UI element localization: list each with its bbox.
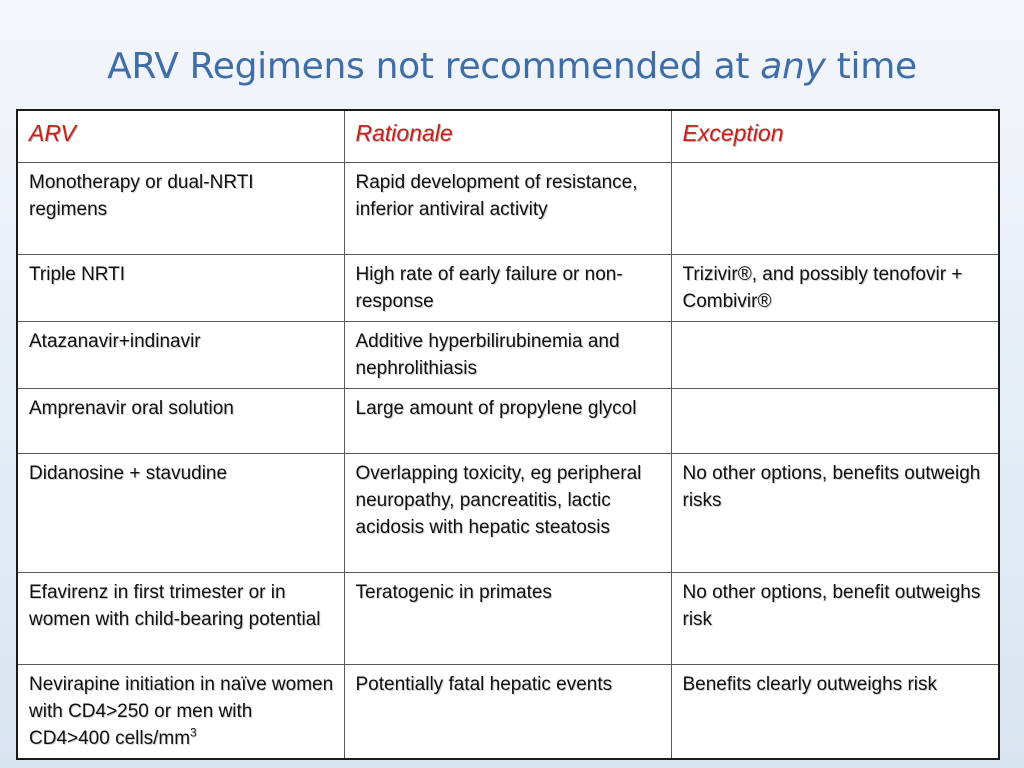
slide-title-suffix: time bbox=[825, 46, 917, 87]
header-exception: Exception bbox=[671, 110, 999, 162]
header-arv: ARV bbox=[17, 110, 344, 162]
arv-regimens-table bbox=[16, 109, 1000, 760]
cell-rationale: Overlapping toxicity, eg peripheral neuropathy, pancreatitis, lactic acidosis with hepatic steatosis bbox=[344, 453, 671, 572]
cell-exception bbox=[671, 321, 999, 388]
cell-exception: No other options, benefit outweighs risk bbox=[671, 572, 999, 664]
cell-exception: Trizivir®, and possibly tenofovir + Combivir® bbox=[671, 254, 999, 321]
cell-rationale: Additive hyperbilirubinemia and nephrolithiasis bbox=[344, 321, 671, 388]
table-header-row bbox=[17, 110, 999, 162]
cell-arv: Amprenavir oral solution bbox=[17, 388, 344, 453]
table-row bbox=[17, 572, 999, 664]
table-row bbox=[17, 254, 999, 321]
slide-title-emphasis: any bbox=[760, 46, 826, 87]
slide-title-prefix: ARV Regimens not recommended at bbox=[107, 46, 761, 87]
table-row bbox=[17, 162, 999, 254]
cell-exception: No other options, benefits outweigh risks bbox=[671, 453, 999, 572]
table-row bbox=[17, 388, 999, 453]
slide-title bbox=[0, 42, 1024, 92]
cell-arv: Triple NRTI bbox=[17, 254, 344, 321]
cell-arv-text: Nevirapine initiation in naïve women with CD4>250 or men with CD4>400 cells/mm bbox=[29, 673, 334, 749]
cell-rationale: High rate of early failure or non-response bbox=[344, 254, 671, 321]
cell-exception bbox=[671, 388, 999, 453]
header-rationale: Rationale bbox=[344, 110, 671, 162]
cell-arv bbox=[17, 664, 344, 759]
cell-rationale: Teratogenic in primates bbox=[344, 572, 671, 664]
cell-rationale: Large amount of propylene glycol bbox=[344, 388, 671, 453]
cell-arv: Efavirenz in first trimester or in women with child-bearing potential bbox=[17, 572, 344, 664]
table-row bbox=[17, 321, 999, 388]
cell-arv: Monotherapy or dual-NRTI regimens bbox=[17, 162, 344, 254]
cell-rationale: Potentially fatal hepatic events bbox=[344, 664, 671, 759]
table-row bbox=[17, 453, 999, 572]
cell-arv: Didanosine + stavudine bbox=[17, 453, 344, 572]
cell-exception: Benefits clearly outweighs risk bbox=[671, 664, 999, 759]
table-row bbox=[17, 664, 999, 759]
cell-exception bbox=[671, 162, 999, 254]
cell-rationale: Rapid development of resistance, inferior antiviral activity bbox=[344, 162, 671, 254]
cell-arv: Atazanavir+indinavir bbox=[17, 321, 344, 388]
cell-arv-superscript: 3 bbox=[190, 725, 197, 740]
